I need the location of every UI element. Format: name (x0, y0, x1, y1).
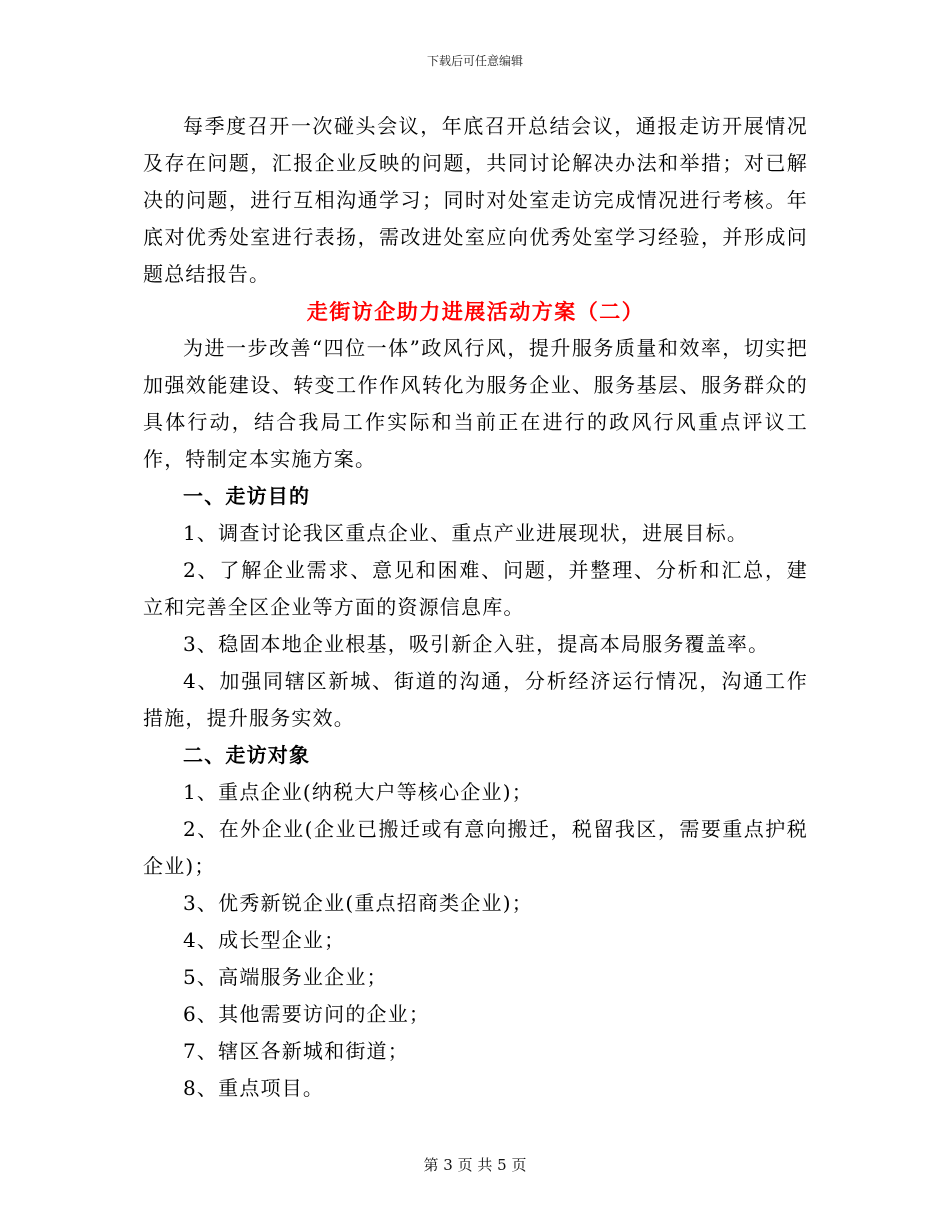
list-item: 2、了解企业需求、意见和困难、问题，并整理、分析和汇总，建立和完善全区企业等方面的资源信息库。 (143, 558, 808, 619)
document-body (143, 108, 808, 1107)
list-item: 1、重点企业(纳税大户等核心企业)； (183, 780, 533, 804)
list-item: 7、辖区各新城和街道； (183, 1039, 409, 1063)
section-heading-purpose: 一、走访目的 (183, 484, 311, 508)
list-item: 3、稳固本地企业根基，吸引新企入驻，提高本局服务覆盖率。 (183, 632, 770, 656)
list-item: 2、在外企业(企业已搬迁或有意向搬迁，税留我区，需要重点护税企业)； (143, 817, 808, 878)
document-title: 走街访企助力进展活动方案（二） (306, 299, 645, 324)
intro-paragraph: 每季度召开一次碰头会议，年底召开总结会议，通报走访开展情况及存在问题，汇报企业反映的问题，共同讨论解决办法和举措；对已解决的问题，进行互相沟通学习；同时对处室走访完成情况进行考核。年底对优秀处室进行表扬，需改进处室应向优秀处室学习经验，并形成问题总结报告。 (143, 114, 808, 286)
list-item: 8、重点项目。 (183, 1076, 325, 1100)
list-item: 4、加强同辖区新城、街道的沟通，分析经济运行情况，沟通工作措施，提升服务实效。 (143, 669, 808, 730)
list-item: 4、成长型企业； (183, 928, 346, 952)
list-item: 5、高端服务业企业； (183, 965, 388, 989)
section-heading-targets: 二、走访对象 (183, 743, 311, 767)
list-item: 6、其他需要访问的企业； (183, 1002, 431, 1026)
list-item: 1、调查讨论我区重点企业、重点产业进展现状，进展目标。 (183, 521, 749, 545)
page-header-note: 下载后可任意编辑 (426, 54, 523, 68)
page-number: 第 3 页 共 5 页 (423, 1156, 527, 1174)
purpose-paragraph: 为进一步改善“四位一体”政风行风，提升服务质量和效率，切实把加强效能建设、转变工作作风转化为服务企业、服务基层、服务群众的具体行动，结合我局工作实际和当前正在进行的政风行风重点评议工作，特制定本实施方案。 (143, 336, 808, 471)
list-item: 3、优秀新锐企业(重点招商类企业)； (183, 891, 533, 915)
